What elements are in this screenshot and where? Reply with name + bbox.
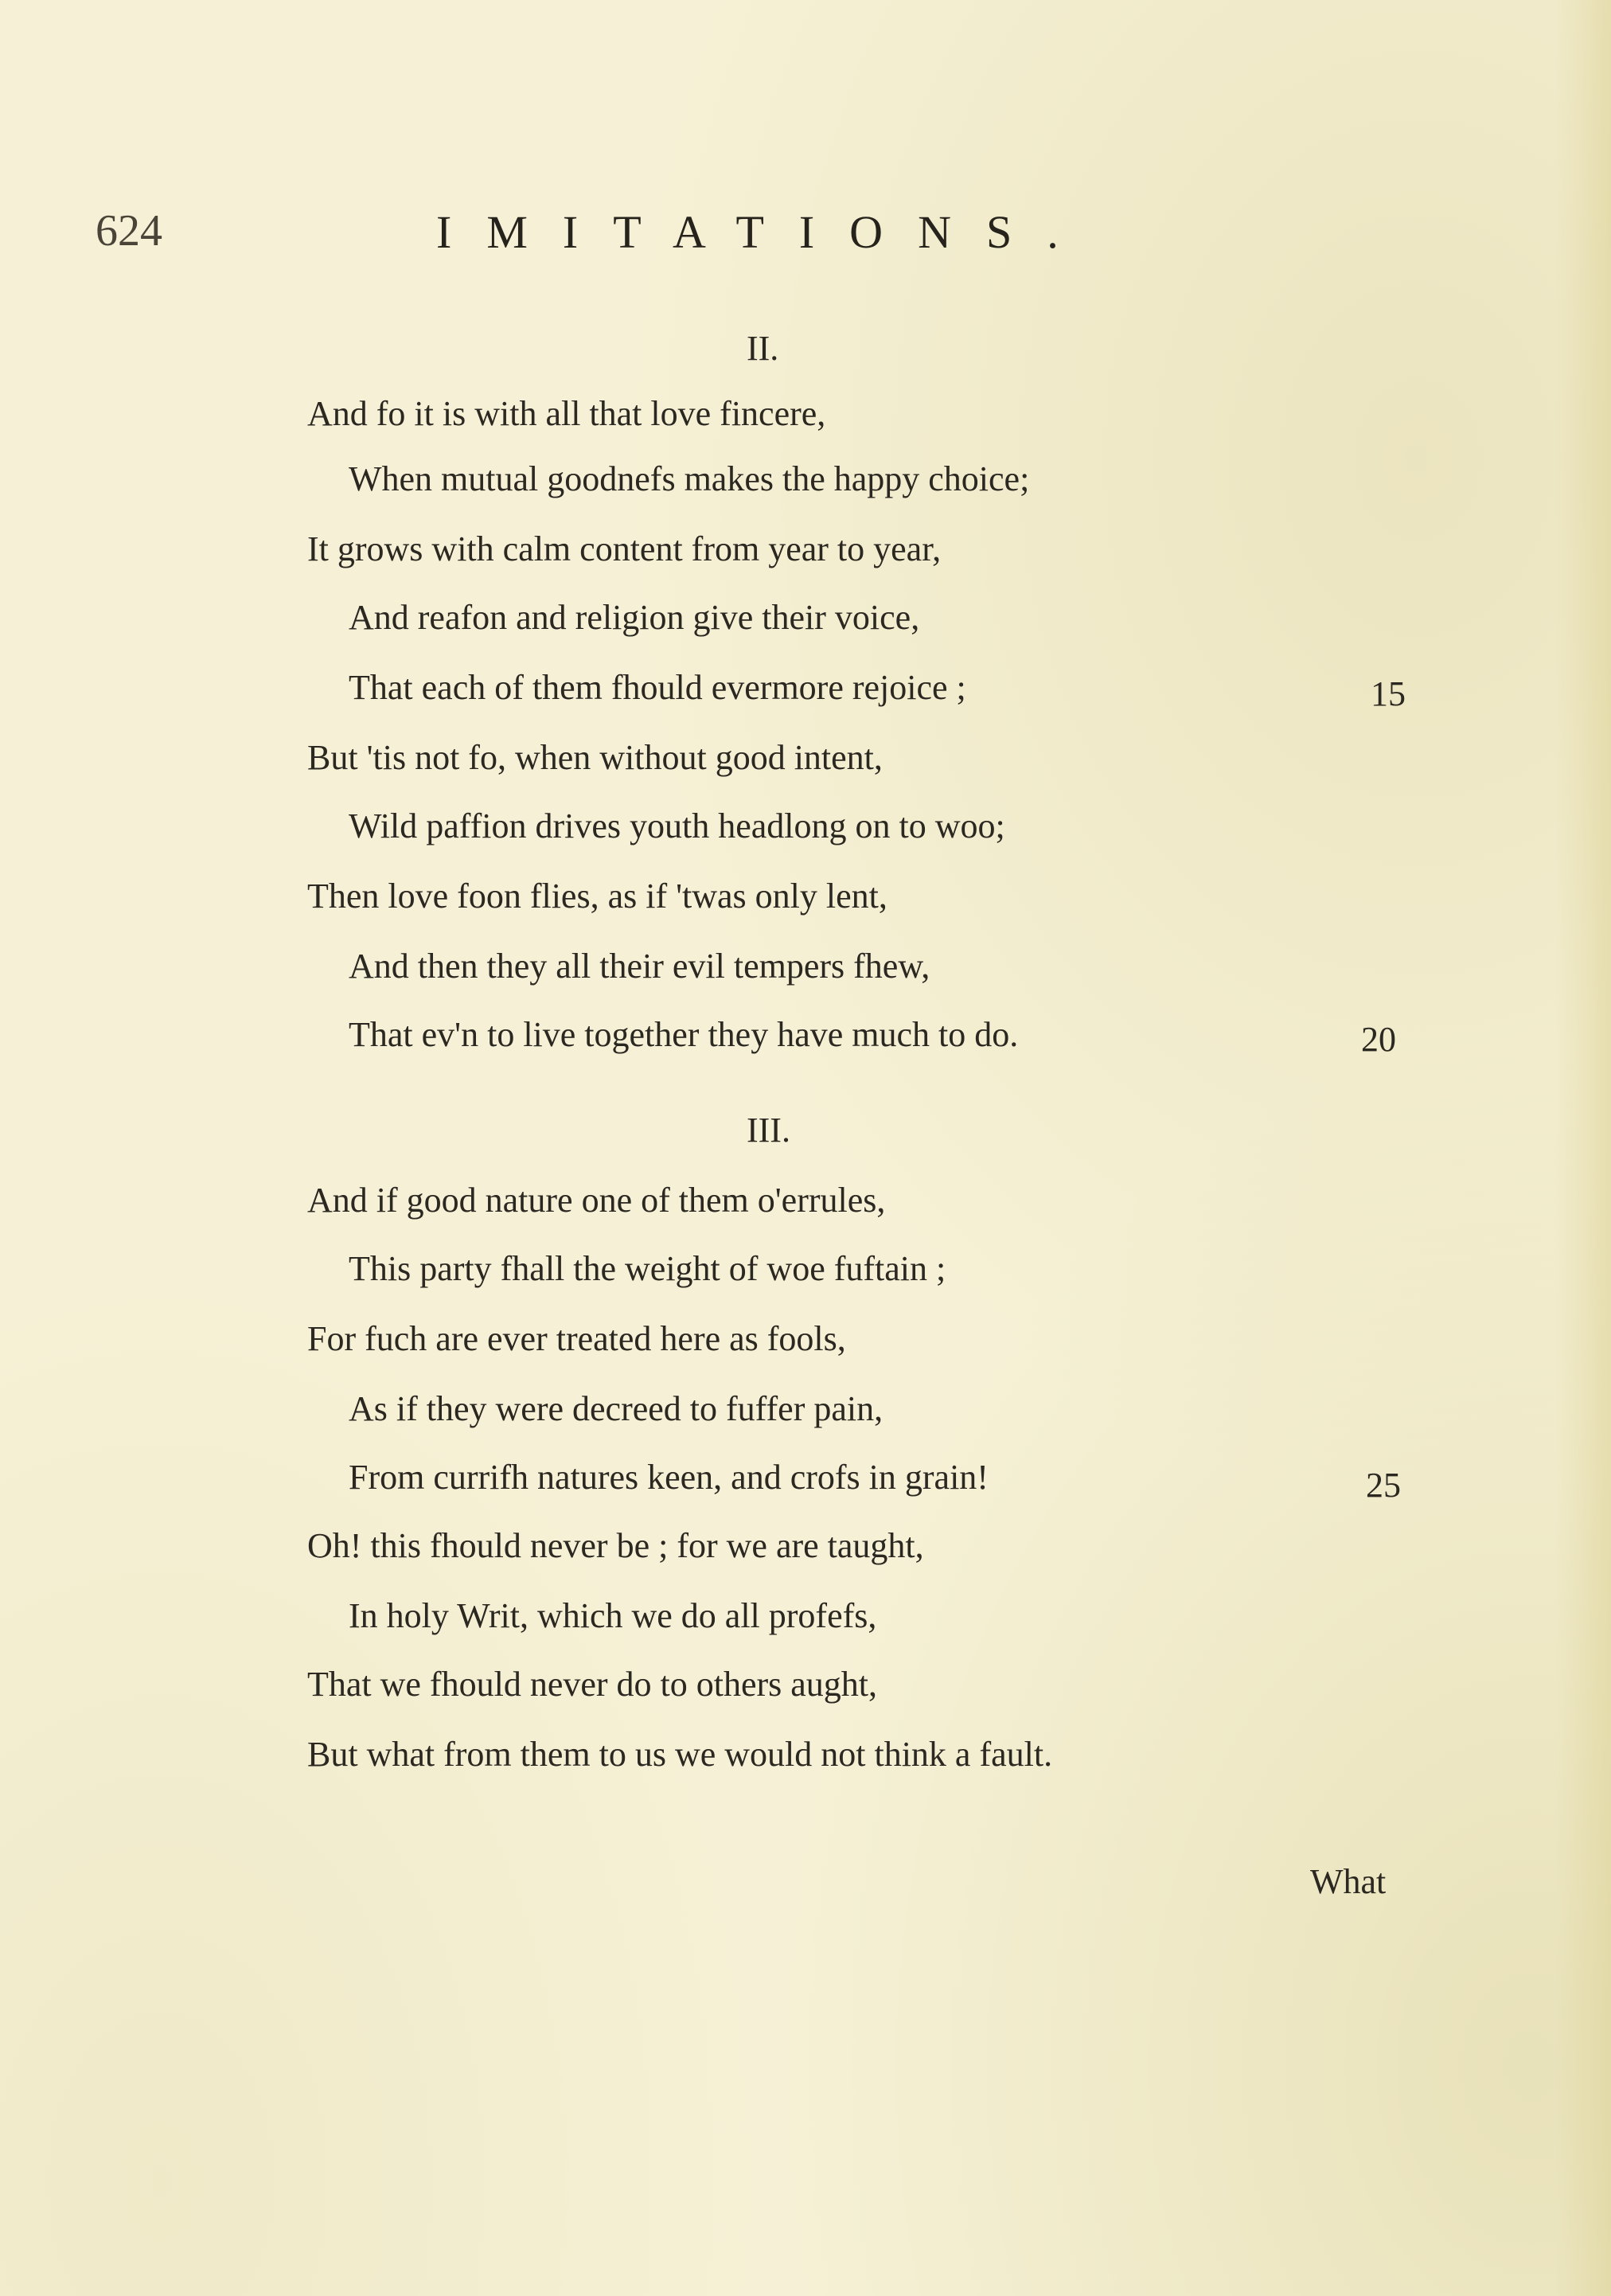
page-edge-shading [1555,0,1611,2296]
verse-line: And fo it is with all that love fincere, [307,394,826,433]
verse-line: From currifh natures keen, and crofs in grain! [349,1458,989,1497]
verse-line: Then love foon flies, as if 'twas only lent, [307,877,887,916]
verse-line: That ev'n to live together they have much to do. [349,1015,1019,1054]
verse-line: Oh! this fhould never be ; for we are taught, [307,1526,924,1565]
line-number-20: 20 [1361,1020,1396,1059]
page-number: 624 [96,206,162,256]
verse-line: And if good nature one of them o'errules, [307,1181,886,1220]
stanza-numeral-2: II. [747,329,779,368]
running-title: IMITATIONS. [436,206,1094,258]
verse-line: It grows with calm content from year to year, [307,529,942,568]
verse-line: For fuch are ever treated here as fools, [307,1319,846,1358]
verse-line: But 'tis not fo, when without good intent, [307,738,883,777]
verse-line: When mutual goodnefs makes the happy choice; [349,459,1030,498]
line-number-15: 15 [1371,674,1406,713]
verse-line: In holy Writ, which we do all profefs, [349,1596,877,1635]
verse-line: But what from them to us we would not think a fault. [307,1735,1053,1774]
verse-line: And reafon and religion give their voice, [349,598,920,637]
verse-line: That each of them fhould evermore rejoice ; [349,668,966,707]
verse-line: As if they were decreed to fuffer pain, [349,1389,884,1428]
stanza-numeral-3: III. [747,1111,790,1150]
verse-line: That we fhould never do to others aught, [307,1665,878,1704]
page-header [0,205,1611,261]
line-number-25: 25 [1366,1466,1401,1505]
verse-line: And then they all their evil tempers fhew, [349,947,930,986]
verse-line: Wild paffion drives youth headlong on to woo; [349,806,1005,845]
verse-line: This party fhall the weight of woe fuftain ; [349,1249,946,1288]
catchword: What [1310,1862,1387,1901]
